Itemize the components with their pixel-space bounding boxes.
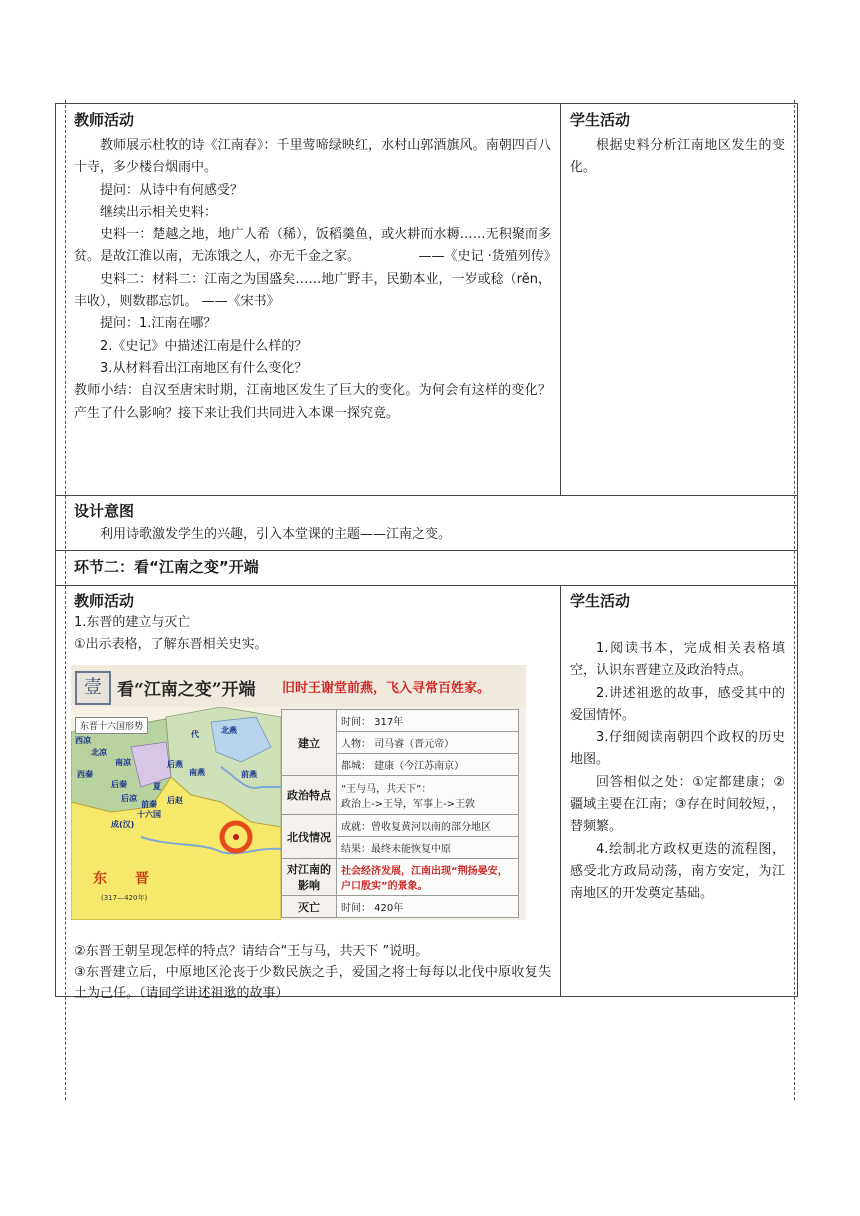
map-place-2: 代 [191, 730, 199, 739]
section-two-title: 环节二：看“江南之变”开端 [74, 558, 259, 576]
table-value: 人物： 司马睿（晋元帝） [337, 732, 519, 754]
map-place-1: 北燕 [221, 726, 237, 735]
table-row [282, 776, 519, 815]
eastern-jin-facts-table [281, 709, 519, 918]
map-place-6: 西秦 [77, 770, 93, 779]
map-place-8: 后燕 [167, 760, 183, 769]
map-place-5: 南凉 [115, 758, 131, 767]
table-value: 社会经济发展，江南出现“荆扬晏安，户口殷实”的景象。 [337, 859, 519, 896]
design-intent-text: 利用诗歌激发学生的兴趣，引入本堂课的主题——江南之变。 [100, 527, 452, 542]
question-paragraph: 提问：从诗中有何感受？ [100, 182, 244, 198]
eastern-jin-heading: 1.东晋的建立与灭亡 [74, 615, 191, 630]
table-key: 灭亡 [282, 896, 337, 918]
question-one: 提问：1.江南在哪？ [100, 316, 217, 332]
student-item-1: 1.阅读书本，完成相关表格填空，认识东晋建立及政治特点。 [570, 641, 785, 679]
table-value: 时间： 420年 [337, 896, 519, 918]
map-place-4: 北凉 [91, 748, 107, 757]
student-activity-header-2: 学生活动 [570, 592, 631, 610]
teacher-summary: 教师小结：自汉至唐宋时期，江南地区发生了巨大的变化。为何会有这样的变化？产生了什么影响？接下来让我们共同进入本课一探究竟。 [74, 383, 551, 421]
continue-paragraph: 继续出示相关史料： [100, 204, 218, 220]
map-place-10: 夏 [153, 782, 161, 791]
teacher-activity-header-2: 教师活动 [74, 592, 135, 610]
table-key: 建立 [282, 710, 337, 776]
map-place-11: 成(汉) [111, 820, 135, 829]
zuti-story-prompt: ③东晋建立后，中原地区沦丧于少数民族之手，爱国之将士每每以北伐中原收复失土为己任。（请同学讲述祖逖的故事） [74, 964, 551, 1001]
poem-paragraph: 教师展示杜牧的诗《江南春》：千里莺啼绿映红，水村山郭酒旗风。南朝四百八十寺，多少楼台烟雨中。 [74, 138, 551, 176]
student-item-4: 4.绘制北方政权更迭的流程图，感受北方政局动荡，南方安定，为江南地区的开发奠定基础。 [570, 841, 785, 902]
student-activity-cell [560, 103, 798, 496]
source-one-paragraph: 史料一：楚越之地，地广人希（稀），饭稻羹鱼，或火耕而水耨……无积聚而多贫。是故江淮以南，无冻饿之人，亦无千金之家。 ——《史记 ·货殖列传》 [74, 227, 557, 265]
source-two-paragraph: 史料二：材料二：江南之为国盛矣……地广野丰，民勤本业，一岁或稔（rěn，丰收），则数郡忘饥。 ——《宋书》 [74, 271, 551, 310]
map-place-12: 后赵 [167, 796, 183, 805]
slide-title: 看“江南之变”开端 [117, 680, 256, 700]
table-key: 对江南的影响 [282, 859, 337, 896]
eastern-jin-map [71, 707, 281, 920]
feature-question: ②东晋王朝呈现怎样的特点？请结合“王与马，共天下 ”说明。 [74, 943, 429, 959]
table-row [282, 859, 519, 896]
table-key: 北伐情况 [282, 815, 337, 859]
student-activity-header: 学生活动 [570, 111, 631, 129]
map-years-label: (317—420年) [101, 894, 148, 902]
map-place-3: 西凉 [75, 736, 91, 745]
student-activity-text: 根据史料分析江南地区发生的变化。 [570, 138, 785, 176]
table-value-line: 政治上->王导，军事上->王敦 [341, 799, 475, 810]
table-value [337, 776, 519, 815]
table-value: 都城： 建康（今江苏南京） [337, 754, 519, 776]
slide-poem: 旧时王谢堂前燕，飞入寻常百姓家。 [282, 681, 491, 696]
map-title-label: 东晋十六国形势 [75, 717, 148, 734]
student-item-3: 3.仔细阅读南朝四个政权的历史地图。 [570, 730, 785, 768]
eastern-jin-slide-image [71, 665, 526, 920]
show-table-line: ①出示表格，了解东晋相关史实。 [74, 637, 268, 653]
map-region-label: 东 晋 [93, 871, 149, 887]
design-intent-header: 设计意图 [74, 502, 135, 520]
student-activity-cell-2 [560, 585, 798, 997]
table-row [282, 815, 519, 837]
map-place-7: 后秦 [111, 780, 127, 789]
question-two: 2.《史记》中描述江南是什么样的？ [100, 338, 308, 354]
question-three: 3.从材料看出江南地区有什么变化？ [100, 360, 308, 376]
student-item-answer: 回答相似之处：①定都建康；②疆域主要在江南；③存在时间较短，，替频繁。 [570, 774, 785, 835]
map-place-15: 前燕 [241, 770, 257, 779]
section-two-title-cell [55, 550, 798, 586]
table-value: 成就：曾收复黄河以南的部分地区 [337, 815, 519, 837]
map-place-13: 前秦 [141, 800, 157, 809]
slide-number-badge: 壹 [75, 671, 111, 705]
table-key: 政治特点 [282, 776, 337, 815]
student-item-2: 2.讲述祖逖的故事，感受其中的爱国情怀。 [570, 685, 785, 723]
design-intent-cell [55, 495, 798, 551]
table-value: 时间： 317年 [337, 710, 519, 732]
table-value: 结果：最终未能恢复中原 [337, 837, 519, 859]
map-place-9: 南燕 [189, 768, 205, 777]
table-row [282, 896, 519, 918]
map-place-14: 后凉 [121, 794, 137, 803]
teacher-activity-cell [55, 103, 561, 496]
table-value-line: “王与马，共天下”： [341, 784, 432, 795]
teacher-activity-header: 教师活动 [74, 111, 135, 129]
table-row [282, 710, 519, 732]
map-place-16: 十六国 [137, 810, 161, 819]
